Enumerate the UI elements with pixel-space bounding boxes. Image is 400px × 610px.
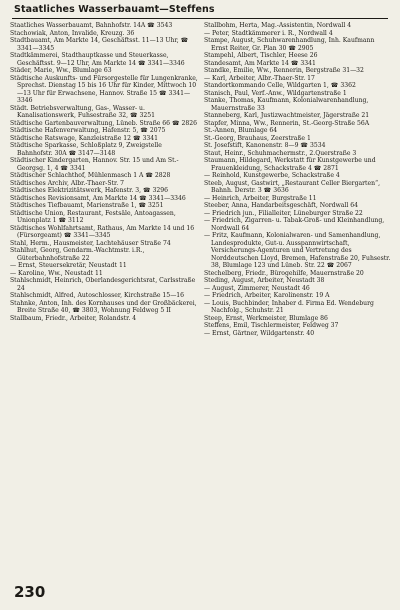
directory-entry: — Karoline, Ww., Neustadt 11	[10, 269, 103, 277]
directory-entry: — Heinrich, Arbeiter, Burgstraße 11	[204, 194, 317, 202]
directory-entry: Städtisches Revisionsamt, Am Markte 14 ☎ 3341—3346	[10, 194, 186, 202]
directory-entry: St.-Annen, Blumlage 64	[204, 127, 278, 134]
page-header: Staatliches Wasserbauamt—Steffens	[14, 4, 215, 15]
directory-entry: Stampe, August, Schuhwarenhandlung, Inh. Kaufmann Ernst Reiter, Gr. Plan 30 ☎ 2905	[204, 37, 375, 52]
directory-entry: St. Josefstift, Kanonenstr. 8—9 ☎ 3534	[204, 142, 326, 149]
directory-entry: Städtisches Wohlfahrtsamt, Rathaus, Am Markte 14 und 16 (Fürsorgeamt) ☎ 3341—3345	[10, 224, 195, 239]
directory-entry: Stachowiak, Anton, Invalide, Kreuzg. 36	[10, 29, 135, 37]
directory-entry: Stallbohm, Herta, Mag.-Assistentin, Nordwall 4	[204, 22, 352, 29]
directory-entry: — Ernst, Steuersekretär, Neustadt 11	[10, 262, 127, 269]
directory-entry: — Fritz, Kaufmann, Kolonialwaren- und Samenhandlung, Landesprodukte, Gut-u. Ausspannwirtschaft, Versicherungs-Agenturen und Vertretung des Norddeutschen Lloyd, Bremen, Hafenstraße 20, Fuhsestr. 38, Blumlage 123 und Lüneb. Str. 22 ☎ 2067	[204, 232, 391, 269]
directory-entry: Städtische Auskunfts- und Fürsorgestelle für Lungenkranke, Sprechst. Dienstag 15 bis 16 Uhr für Kinder, Mittwoch 10—13 Uhr für Erwachsene, Hannov. Straße 15 ☎ 3341—3346	[10, 74, 198, 104]
directory-entry: Stahl, Herm., Hausmeister, Lachtehäuser Straße 74	[10, 239, 171, 247]
directory-entry: Stampehl, Albert, Tischler, Heese 26	[204, 52, 318, 59]
directory-entry: — Karl, Arbeiter, Albr.-Thaer-Str. 17	[204, 74, 315, 82]
directory-entry: — Friedrich, Arbeiter, Karolinenstr. 19 A	[204, 292, 330, 299]
directory-entry: Stallbaum, Friedr., Arbeiter, Rolandstr. 4	[10, 314, 137, 322]
directory-entry: Städtisches Tiefbauamt, Marienstraße 1, ☎ 3251	[10, 202, 164, 209]
directory-entry: Staumann, Hildegard, Werkstatt für Kunstgewerbe und Frauenkleidung, Schackstraße 4 ☎ 2871	[204, 157, 376, 172]
page-number: 230	[14, 583, 46, 601]
header-rule	[12, 18, 388, 19]
directory-entry: Städtische Ratswage, Kanzleistraße 12 ☎ 3341	[10, 134, 159, 142]
directory-entry: — Peter, Stadtkämmerer i. R., Nordwall 4	[204, 29, 333, 37]
directory-entry: — Louis, Buchbinder, Inhaber d. Firma Ed. Wendeburg Nachfolg., Schuhstr. 21	[204, 299, 374, 314]
directory-entry: Stahlschmidt, Alfred, Autoschlosser, Kirchstraße 15—16	[10, 292, 185, 299]
directory-entry: Stanke, Thomas, Kaufmann, Kolonialwarenhandlung, Mauernstraße 33	[204, 97, 369, 112]
directory-entry: Städt. Betriebsverwaltung, Gas-, Wasser- u. Kanalisationswerk, Fuhsestraße 32, ☎ 3251	[10, 104, 156, 119]
directory-entry: Städtische Union, Restaurant, Festsäle, Antoagassen, Unionplatz 1 ☎ 3112	[10, 209, 176, 224]
right-column	[204, 22, 392, 337]
directory-entry: Städtischer Schlachthof, Mühlenmasch 1 A ☎ 2828	[10, 172, 171, 179]
directory-entry: Stechelberg, Friedr., Bürogehilfe, Mauernstraße 20	[204, 269, 364, 277]
directory-entry: Stapfer, Minna, Ww., Rennerin, St.-Georg-Straße 56A	[204, 119, 370, 127]
directory-entry: Städtischer Kindergarten, Hannov. Str. 15 und Am St.-Georgsg. 1, 4 ☎ 3341	[10, 157, 179, 172]
directory-entry: Standortkommando Celle, Wildgarten 1, ☎ 3362	[204, 82, 356, 89]
directory-entry: St.-Georg, Brauhaus, Zeerstraße 1	[204, 134, 311, 142]
directory-entry: — Friedrich, Zigarren- u. Tabak-Groß- und Kleinhandlung, Nordwall 64	[204, 217, 385, 232]
directory-entry: Stanneberg, Karl, Justizwachtmeister, Jägerstraße 21	[204, 112, 370, 119]
directory-entry: — August, Zimmerer, Neustadt 46	[204, 284, 310, 292]
directory-entry: Steeb, August, Gastwirt, „Restaurant Celler Biergarten“, Bahnh. Derstr. 3 ☎ 3636	[204, 179, 381, 194]
directory-entry: Stadtkämmerei, Stadthauptkasse und Steuerkasse, Geschäftsst. 9—12 Uhr, Am Markte 14 ☎ 3341—3346	[10, 52, 185, 67]
directory-entry: Stahlhut, Georg, Gendarm.-Wachtmstr. i.R., Güterbahnhofstraße 22	[10, 247, 145, 262]
directory-entry: Standesamt, Am Markte 14 ☎ 3341	[204, 59, 316, 67]
left-column	[10, 22, 198, 322]
directory-entry: Städtische Sparkasse, Schloßplatz 9, Zweigstelle Bahnhofstr. 30A ☎ 3147—3148	[10, 142, 162, 157]
directory-entry: Steffens, Emil, Tischlermeister, Feldweg 37	[204, 322, 339, 329]
directory-entry: — Friedrich jun., Filialleiter, Lüneburger Straße 22	[204, 209, 363, 217]
directory-entry: Stadtbauamt, Am Markte 14, Geschäftsst. 11—13 Uhr, ☎ 3341—3345	[10, 37, 189, 52]
directory-entry: — Ernst, Gärtner, Wildgartenstr. 40	[204, 329, 315, 337]
directory-entry: Steding, August, Arbeiter, Neustadt 38	[204, 277, 325, 284]
directory-entry: Staatliches Wasserbauamt, Bahnhofstr. 14A ☎ 3543	[10, 22, 173, 29]
directory-entry: Stahnke, Anton, Inh. des Kornhauses und der Großbäckerei, Breite Straße 40, ☎ 3803, Wohnung Feldweg 5 II	[10, 299, 197, 314]
directory-entry: Standke, Emilie, Ww., Rennerin, Bergstraße 31—32	[204, 67, 364, 74]
directory-entry: Steeber, Anna, Handarbeitsgeschäft, Nordwall 64	[204, 202, 359, 209]
directory-entry: Städtische Gartenbauverwaltung, Lüneb. Straße 66 ☎ 2826	[10, 119, 198, 127]
directory-entry: — Reinhold, Kunstgewerbe, Schackstraße 4	[204, 172, 340, 179]
directory-entry: Städtische Hafenverwaltung, Hafenstr. 5, ☎ 2075	[10, 127, 166, 134]
directory-entry: Steep, Ernst, Werkmeister, Blumlage 86	[204, 314, 328, 322]
directory-entry: Städer, Marie, Ww., Blumlage 63	[10, 67, 112, 74]
directory-entry: Städtisches Elektrizitätswerk, Hafenstr. 3, ☎ 3296	[10, 187, 169, 194]
directory-entry: Stahlschmidt, Heinrich, Oberlandesgerichtsrat, Carlsstraße 24	[10, 277, 196, 292]
directory-entry: Staut, Heinr., Schuhmachermstr., 2.Querstraße 3	[204, 149, 357, 157]
directory-entry: Städtisches Archiv, Albr.-Thaer-Str. 7	[10, 179, 124, 187]
directory-entry: Stanisch, Paul, Verf.-Anw., Wildgartenstraße 1	[204, 89, 347, 97]
